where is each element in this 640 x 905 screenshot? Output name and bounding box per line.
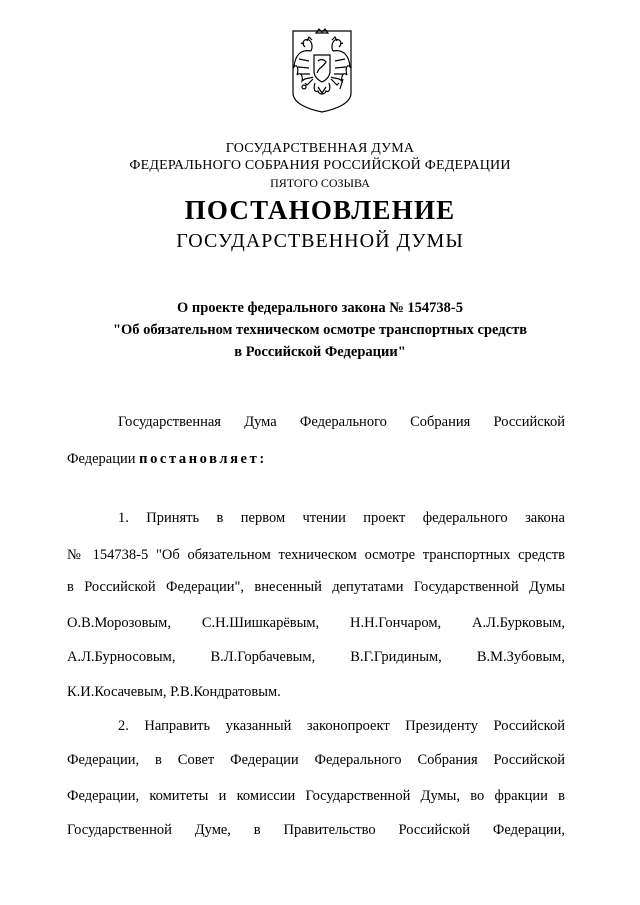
preamble-federation-text: Федерации (67, 451, 140, 467)
preamble-line-2 (67, 451, 565, 468)
coat-of-arms-emblem (291, 27, 353, 113)
header-convocation: ПЯТОГО СОЗЫВА (270, 176, 370, 190)
header-chamber: ГОСУДАРСТВЕННАЯ ДУМА (225, 141, 415, 156)
item2-line-1: 2. Направить указанный законопроект Президенту Российской (118, 718, 565, 734)
item2-line-2: Федерации, в Совет Федерации Федерального Собрания Российской (67, 752, 565, 768)
subject-line-3: в Российской Федерации" (234, 344, 406, 360)
item1-line-4: О.В.Морозовым, С.Н.Шишкарёвым, Н.Н.Гончаром, А.Л.Бурковым, (67, 615, 565, 631)
document-issuer-title: ГОСУДАРСТВЕННОЙ ДУМЫ (176, 230, 464, 252)
document-type-title: ПОСТАНОВЛЕНИЕ (184, 195, 456, 225)
item1-line-1: 1. Принять в первом чтении проект федерального закона (118, 510, 565, 526)
item2-line-4: Государственной Думе, в Правительство Российской Федерации, (67, 822, 565, 838)
header-assembly: ФЕДЕРАЛЬНОГО СОБРАНИЯ РОССИЙСКОЙ ФЕДЕРАЦИИ (129, 158, 511, 173)
item1-line-3: в Российской Федерации", внесенный депутатами Государственной Думы (67, 579, 565, 595)
preamble-line-1: Государственная Дума Федерального Собрания Российской (118, 414, 565, 430)
item1-line-2: № 154738-5 "Об обязательном техническом осмотре транспортных средств (67, 547, 565, 563)
item2-line-3: Федерации, комитеты и комиссии Государственной Думы, во фракции в (67, 788, 565, 804)
preamble-resolves-text: постановляет: (139, 451, 267, 467)
item1-line-6: К.И.Косачевым, Р.В.Кондратовым. (67, 684, 281, 700)
item1-line-5: А.Л.Бурносовым, В.Л.Горбачевым, В.Г.Гридиным, В.М.Зубовым, (67, 649, 565, 665)
subject-line-2: "Об обязательном техническом осмотре транспортных средств (112, 322, 528, 338)
subject-line-1: О проекте федерального закона № 154738-5 (176, 300, 464, 316)
